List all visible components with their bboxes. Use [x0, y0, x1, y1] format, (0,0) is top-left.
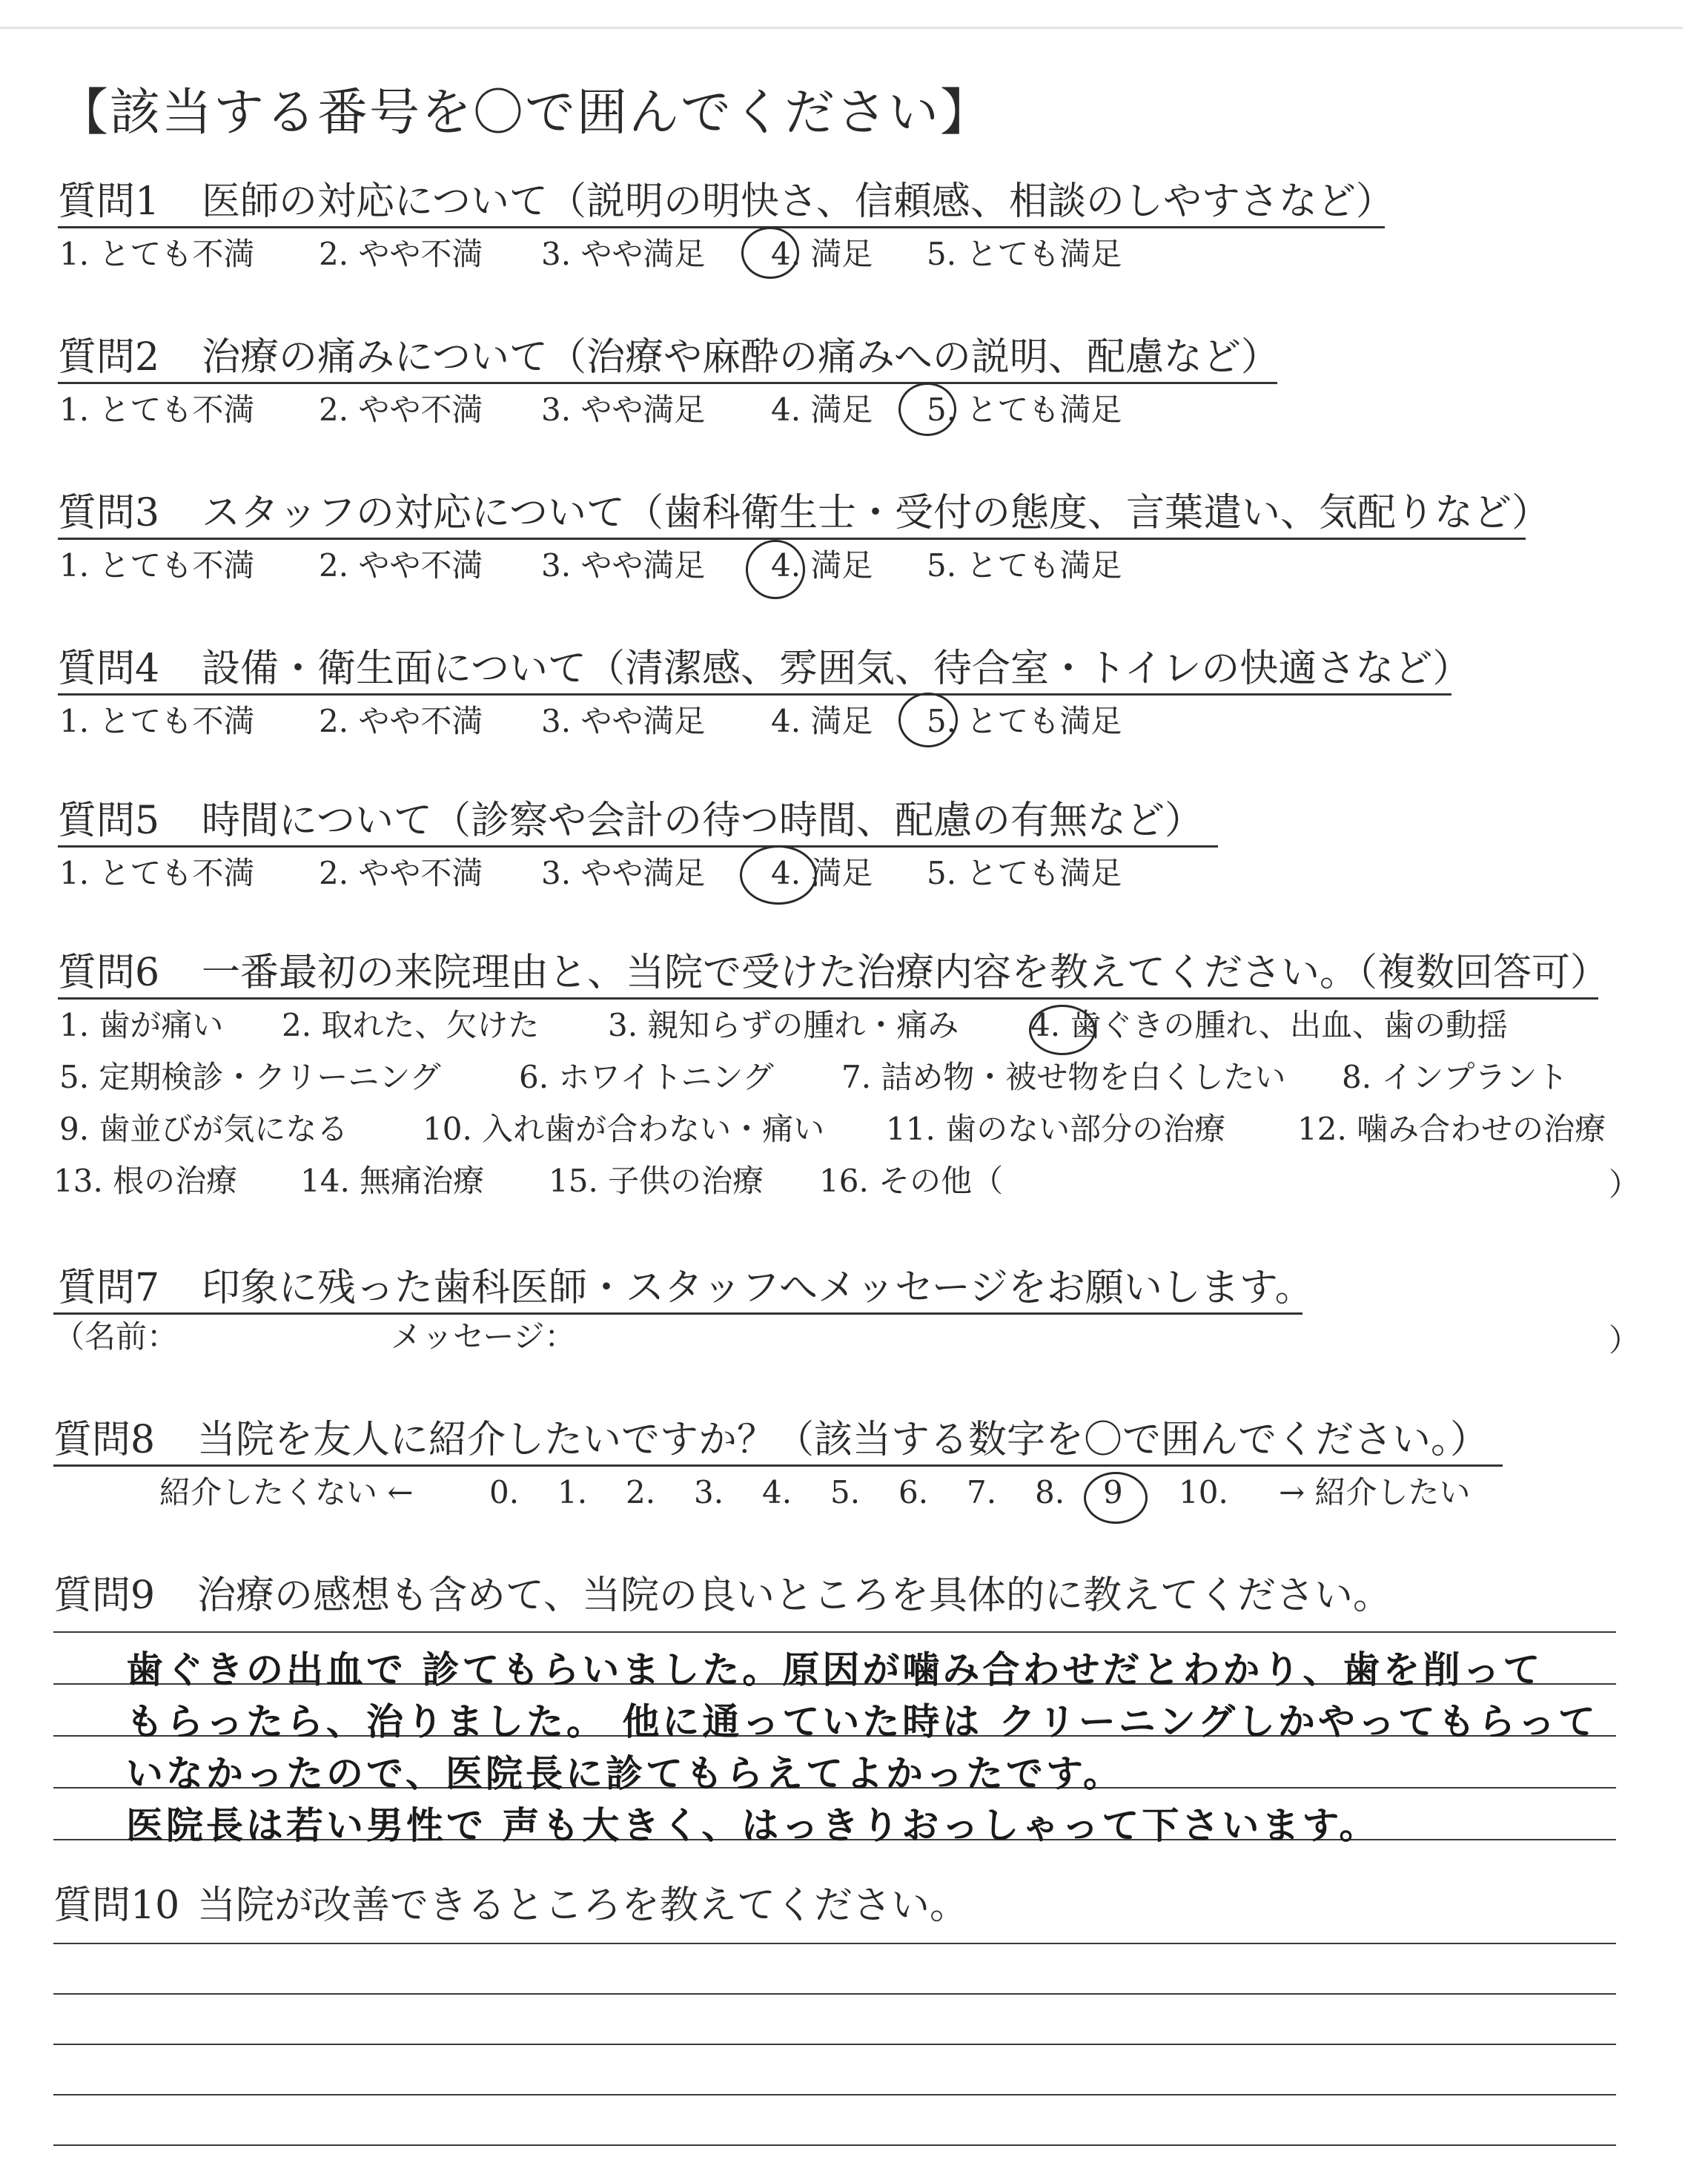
q7-name-label: （名前： [53, 1318, 179, 1355]
q6-option-10[interactable]: 10. 入れ歯が合わない・痛い [423, 1111, 825, 1147]
q6-option-14[interactable]: 14. 無痛治療 [300, 1163, 485, 1199]
q8-right-label: → 紹介したい [1279, 1474, 1471, 1510]
q8-option-8[interactable]: 8. [1035, 1474, 1065, 1510]
q9-number: 質問9 [53, 1573, 156, 1618]
q10-answer-rule-4[interactable] [53, 2094, 1616, 2095]
q3-number: 質問3 [58, 491, 160, 535]
q6-option-16[interactable]: 16. その他（ [819, 1163, 1004, 1199]
q10-answer-rule-2[interactable] [53, 1993, 1616, 1995]
q8-selection-circle [1084, 1472, 1148, 1524]
q10-answer-rule-5[interactable] [53, 2144, 1616, 2146]
q3-heading [58, 489, 1550, 537]
q9-answer-line-3: いなかったので、医院長に診てもらえてよかったです。 [126, 1752, 1123, 1795]
q1-option-4[interactable]: 4. 満足 [771, 236, 873, 272]
q8-option-4[interactable]: 4. [762, 1474, 792, 1510]
q8-text: 当院を友人に紹介したいですか？（該当する数字を〇で囲んでください。） [197, 1418, 1489, 1462]
q1-option-3[interactable]: 3. やや満足 [541, 236, 706, 272]
q6-option-9[interactable]: 9. 歯並びが気になる [59, 1111, 348, 1147]
q2-heading [58, 334, 1280, 381]
q2-option-2[interactable]: 2. やや不満 [319, 392, 483, 428]
q1-text: 医師の対応について（説明の明快さ、信頼感、相談のしやすさなど） [202, 179, 1394, 224]
q4-option-2[interactable]: 2. やや不満 [319, 703, 483, 739]
q3-option-2[interactable]: 2. やや不満 [319, 547, 483, 584]
q5-option-3[interactable]: 3. やや満足 [541, 855, 706, 891]
q4-selection-circle [898, 693, 958, 747]
q3-selection-circle [746, 540, 805, 599]
q3-option-3[interactable]: 3. やや満足 [541, 547, 706, 584]
q6-option-11[interactable]: 11. 歯のない部分の治療 [886, 1111, 1226, 1147]
q7-heading [58, 1264, 1314, 1312]
q6-option-15[interactable]: 15. 子供の治療 [549, 1163, 764, 1199]
q9-answer-line-2: もらったら、治りました。 他に通っていた時は クリーニングしかやってもらって [126, 1700, 1598, 1743]
q5-option-1[interactable]: 1. とても不満 [59, 855, 255, 891]
q7-close-paren: ） [1609, 1322, 1641, 1358]
q6-option-3[interactable]: 3. 親知らずの腫れ・痛み [608, 1007, 959, 1043]
q4-option-5[interactable]: 5. とても満足 [927, 703, 1122, 739]
q3-underline [58, 538, 1526, 540]
q2-underline [58, 382, 1277, 384]
q2-number: 質問2 [58, 335, 160, 380]
q7-message-label: メッセージ： [391, 1318, 576, 1355]
q9-heading [53, 1572, 1391, 1619]
q5-option-4[interactable]: 4. 満足 [771, 855, 873, 891]
q6-option-2[interactable]: 2. 取れた、欠けた [282, 1007, 540, 1043]
q4-option-3[interactable]: 3. やや満足 [541, 703, 706, 739]
q8-underline [53, 1464, 1503, 1467]
q6-selection-circle [1029, 1005, 1096, 1055]
q6-option-4[interactable]: 4. 歯ぐきの腫れ、出血、歯の動揺 [1030, 1007, 1508, 1043]
q7-underline [53, 1312, 1302, 1315]
q3-option-1[interactable]: 1. とても不満 [59, 547, 255, 584]
q10-number: 質問10 [53, 1883, 180, 1928]
q5-underline [58, 845, 1218, 848]
q4-heading [58, 645, 1471, 693]
q5-selection-circle [740, 845, 817, 905]
scan-edge-line [0, 27, 1683, 29]
q6-option-7[interactable]: 7. 詰め物・被せ物を白くしたい [841, 1059, 1286, 1095]
q2-option-5[interactable]: 5. とても満足 [927, 392, 1122, 428]
q3-option-4[interactable]: 4. 満足 [771, 547, 873, 584]
q6-option-8[interactable]: 8. インプラント [1342, 1059, 1569, 1095]
q3-text: スタッフの対応について（歯科衛生士・受付の態度、言葉遣い、気配りなど） [202, 491, 1550, 535]
q6-text: 一番最初の来院理由と、当院で受けた治療内容を教えてください。（複数回答可） [202, 951, 1609, 995]
q2-text: 治療の痛みについて（治療や麻酔の痛みへの説明、配慮など） [202, 335, 1280, 380]
q10-heading [53, 1882, 968, 1929]
q6-option-13[interactable]: 13. 根の治療 [53, 1163, 238, 1199]
q4-option-4[interactable]: 4. 満足 [771, 703, 873, 739]
q9-text: 治療の感想も含めて、当院の良いところを具体的に教えてください。 [197, 1573, 1391, 1618]
q10-answer-rule-1[interactable] [53, 1943, 1616, 1944]
q8-option-3[interactable]: 3. [694, 1474, 724, 1510]
q1-option-2[interactable]: 2. やや不満 [319, 236, 483, 272]
q9-answer-line-4: 医院長は若い男性で 声も大きく、はっきりおっしゃって下さいます。 [126, 1804, 1380, 1847]
page-title: 【該当する番号を〇で囲んでください】 [58, 84, 993, 142]
q2-option-1[interactable]: 1. とても不満 [59, 392, 255, 428]
q3-option-5[interactable]: 5. とても満足 [927, 547, 1122, 584]
q5-option-5[interactable]: 5. とても満足 [927, 855, 1122, 891]
q5-number: 質問5 [58, 799, 160, 843]
q5-text: 時間について（診察や会計の待つ時間、配慮の有無など） [202, 799, 1203, 843]
q8-option-9[interactable]: 9 [1103, 1474, 1123, 1510]
q6-option-6[interactable]: 6. ホワイトニング [519, 1059, 774, 1095]
q8-left-label: 紹介したくない ← [159, 1474, 414, 1510]
q8-option-10[interactable]: 10. [1179, 1474, 1228, 1510]
q2-option-4[interactable]: 4. 満足 [771, 392, 873, 428]
q1-number: 質問1 [58, 179, 160, 224]
q6-close-paren: ） [1609, 1166, 1641, 1203]
q8-option-1[interactable]: 1. [557, 1474, 588, 1510]
q7-text: 印象に残った歯科医師・スタッフへメッセージをお願いします。 [202, 1266, 1314, 1310]
q6-underline [58, 997, 1598, 1000]
q5-heading [58, 797, 1203, 845]
q1-heading [58, 178, 1394, 225]
q8-number: 質問8 [53, 1418, 156, 1462]
q9-answer-line-1: 歯ぐきの出血で 診てもらいました。原因が噛み合わせだとわかり、歯を削って [126, 1648, 1543, 1691]
q8-option-7[interactable]: 7. [967, 1474, 997, 1510]
q8-option-5[interactable]: 5. [830, 1474, 861, 1510]
q8-option-0[interactable]: 0. [489, 1474, 520, 1510]
q2-option-3[interactable]: 3. やや満足 [541, 392, 706, 428]
q6-number: 質問6 [58, 951, 160, 995]
q4-option-1[interactable]: 1. とても不満 [59, 703, 255, 739]
q9-answer-rule-1 [53, 1631, 1616, 1633]
q1-underline [58, 226, 1385, 228]
q6-option-5[interactable]: 5. 定期検診・クリーニング [59, 1059, 441, 1095]
q8-heading [53, 1416, 1489, 1464]
q4-number: 質問4 [58, 647, 160, 691]
q10-text: 当院が改善できるところを教えてください。 [197, 1883, 969, 1928]
q2-selection-circle [898, 383, 956, 436]
q5-option-2[interactable]: 2. やや不満 [319, 855, 483, 891]
q1-option-5[interactable]: 5. とても満足 [927, 236, 1122, 272]
q1-option-1[interactable]: 1. とても不満 [59, 236, 255, 272]
q8-option-2[interactable]: 2. [626, 1474, 656, 1510]
q10-answer-rule-3[interactable] [53, 2044, 1616, 2045]
q6-option-1[interactable]: 1. 歯が痛い [59, 1007, 224, 1043]
q6-heading [58, 949, 1609, 997]
q8-option-6[interactable]: 6. [898, 1474, 929, 1510]
q6-option-12[interactable]: 12. 噛み合わせの治療 [1297, 1111, 1606, 1147]
q1-selection-circle [741, 227, 799, 279]
q7-number: 質問7 [58, 1266, 160, 1310]
q4-text: 設備・衛生面について（清潔感、雰囲気、待合室・トイレの快適さなど） [202, 647, 1472, 691]
q4-underline [58, 693, 1452, 696]
